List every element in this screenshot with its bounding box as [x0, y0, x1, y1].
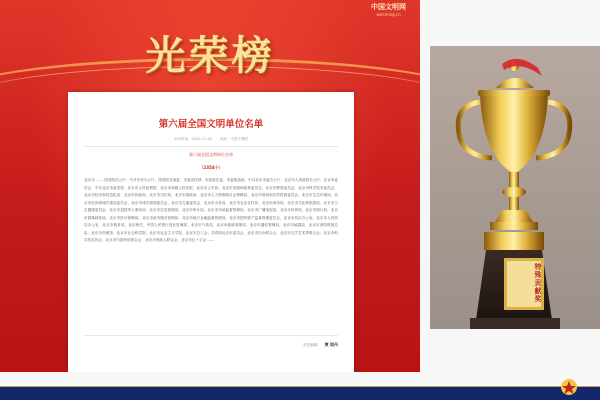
notice-source: 来源：中国文明网: [219, 137, 248, 141]
notice-paper: [68, 92, 354, 372]
badge-icon: [560, 378, 578, 396]
base-bottom: [470, 318, 560, 329]
cup-rim: [478, 90, 550, 96]
divider: [84, 146, 338, 147]
cup-bowl: [480, 92, 548, 174]
cup-foot: [494, 210, 534, 224]
base-top: [484, 232, 544, 250]
notice-title: 第六届全国文明单位名单: [158, 119, 264, 130]
trophy-photo: [430, 46, 600, 329]
logo-subtitle: wenming.cn: [376, 12, 401, 17]
notice-body: 北京市 …… 国务院办公厅、中共中央办公厅、国务院各部委、市委宣传部、市委政法委、市委统战部、中共北京市委办公厅、北京市人民政府办公厅、北京市委员会、中共北京市委党校、北京市人民检察院、北京市高级人民法院、北京市公安局、北京市发展和改革委员会、北京市教育委员会、北京市科学技术委员会、北京市经济和信息化局、北京市民政局、北京市司法局、北京市财政局、北京市人力资源和社会保障局、北京市规划和自然资源委员会、北京市生态环境局、北京市住房和城乡建设委员会、北京市城市管理委员会、北京市交通委员会、北京市水务局、北京市农业农村局、北京市商务局、北京市文化和旅游局、北京市卫生健康委员会、北京市退役军人事务局、北京市应急管理局、北京市审计局、北京市市场监督管理局、北京市广播电视局、北京市体育局、北京市统计局、北京市园林绿化局、北京市医疗保障局、北京市政务服务管理局、北京市地方金融监督管理局、北京市国有资产监督管理委员会、北京市信访办公室、北京市人民防空办公室、北京市税务局、北京海关、中国人民银行营业管理部、北京市气象局、北京市邮政管理局、北京市通信管理局、北京市地震局、北京市消防救援总队、北京市档案馆、北京市社会科学院、北京市社会主义学院、北京市总工会、共青团北京市委员会、北京市妇女联合会、北京市文学艺术界联合会、北京市科学技术协会、北京市归国华侨联合会、北京市残疾人联合会、北京市红十字会 ……: [84, 178, 338, 242]
bottom-bar-gold-line: [0, 386, 600, 387]
ribbon: [502, 59, 542, 76]
bottom-bar: [0, 386, 600, 400]
poster-heading: 光荣榜: [145, 32, 275, 79]
stem-knot: [502, 187, 526, 197]
wenming-logo: [371, 4, 406, 18]
plaque-text: 特殊贡献奖: [534, 263, 543, 303]
notice-date: 发布时间：2020-11-20: [174, 137, 212, 141]
logo-title: 中国文明网: [371, 3, 406, 11]
notice-subtitle: 第六届全国文明单位名单: [189, 152, 233, 157]
unit-count: （2354个）: [199, 165, 223, 170]
editor-name: 贾 雨丹: [324, 342, 338, 347]
notice-meta: [84, 137, 338, 142]
notice-footer: [303, 342, 338, 348]
foot-ring: [490, 222, 538, 230]
editor-label: 责任编辑：: [303, 343, 321, 347]
lid: [496, 78, 534, 88]
footer-divider: [84, 335, 338, 336]
